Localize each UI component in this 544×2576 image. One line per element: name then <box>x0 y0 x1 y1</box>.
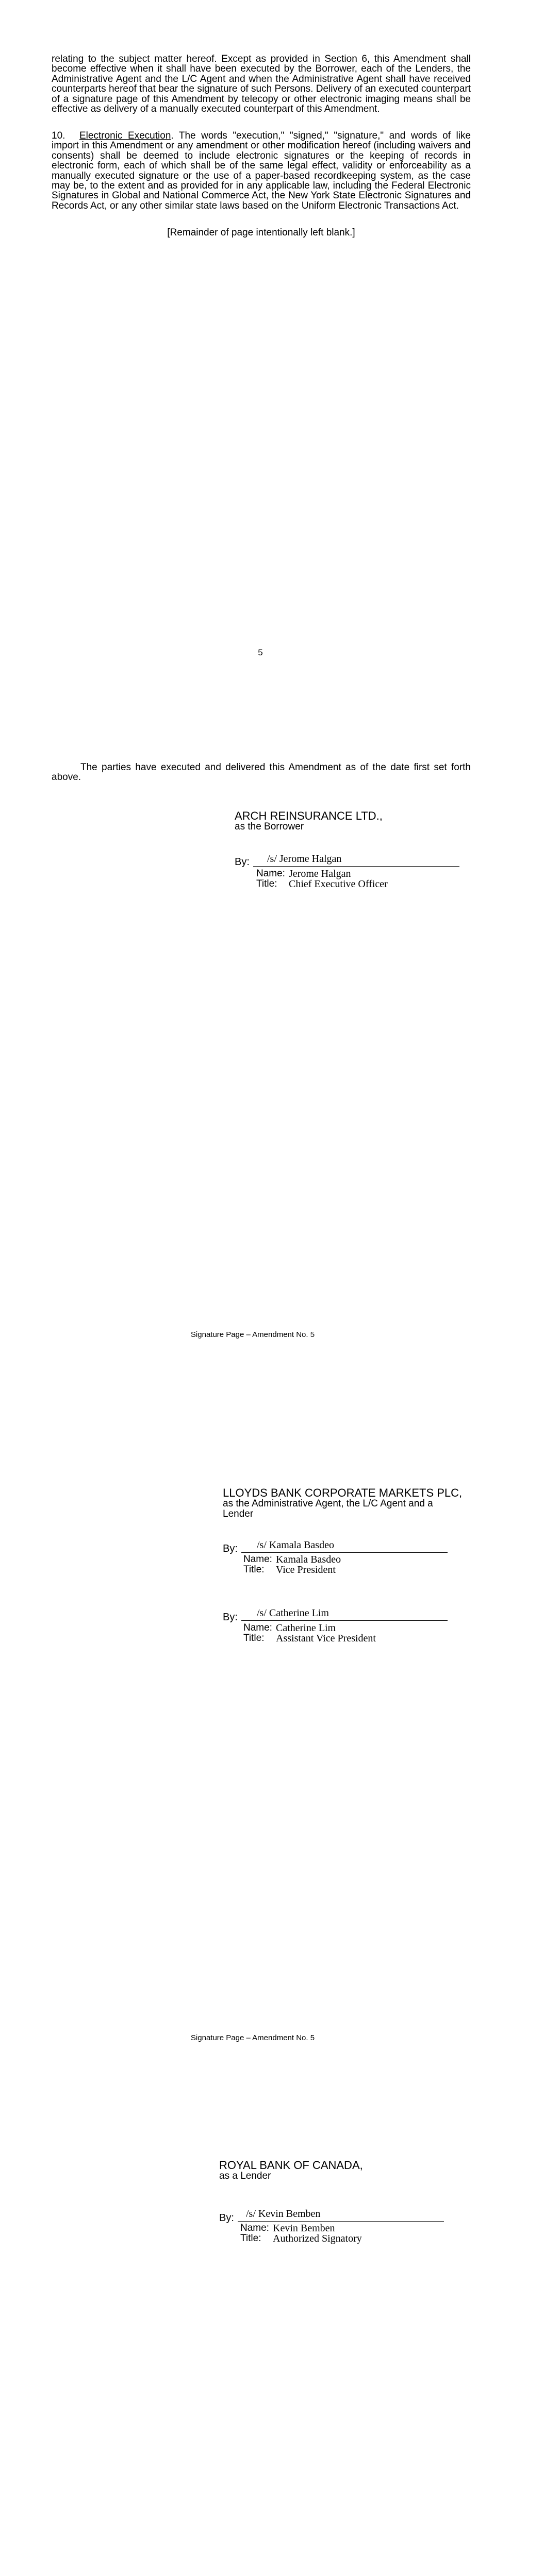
signer-details <box>240 2223 457 2244</box>
signature-page-footer: Signature Page – Amendment No. 5 <box>190 2033 315 2042</box>
name-label: Name: <box>256 868 285 879</box>
signer-name: Kevin Bemben <box>273 2223 335 2234</box>
by-label: By: <box>223 1612 238 1623</box>
signature-line <box>238 2208 444 2222</box>
entity-capacity-line1: as the Administrative Agent, the L/C Agent and a <box>223 1498 433 1509</box>
section-10-heading: Electronic Execution <box>79 130 171 141</box>
title-label: Title: <box>256 878 277 889</box>
name-label: Name: <box>240 2223 269 2233</box>
signer-details <box>243 1554 460 1575</box>
signature-page-footer: Signature Page – Amendment No. 5 <box>190 1330 315 1339</box>
by-label: By: <box>219 2212 234 2224</box>
entity-capacity: as the Borrower <box>235 821 304 832</box>
entity-capacity: as a Lender <box>219 2171 271 2181</box>
by-label: By: <box>235 856 250 868</box>
page-number: 5 <box>258 648 263 657</box>
continuation-paragraph <box>52 54 471 114</box>
signature-text: /s/ Jerome Halgan <box>267 853 342 865</box>
title-label: Title: <box>240 2233 261 2244</box>
section-10-body: . The words "execution," "signed," "signature," and words of like import in this Amendment or any amendment or other modification hereof (including waivers and consents) shall be deemed to include electronic signatures or the keeping of records in electronic form, each of which shall be of the same legal effect, validity or enforceability as a manually executed signature or the use of a paper-based recordkeeping system, as the case may be, to the extent and as provided for in any applicable law, including the Federal Electronic Signatures in Global and National Commerce Act, the New York State Electronic Signatures and Records Act, or any other similar state laws based on the Uniform Electronic Transactions Act. <box>52 130 471 211</box>
entity-name: ARCH REINSURANCE LTD., <box>235 809 383 822</box>
entity-name: LLOYDS BANK CORPORATE MARKETS PLC, <box>223 1486 463 1499</box>
signature-line <box>241 1607 448 1621</box>
signature-text: /s/ Catherine Lim <box>257 1607 329 1619</box>
signer-name: Kamala Basdeo <box>276 1554 341 1565</box>
signature-block-arch <box>235 810 492 832</box>
name-label: Name: <box>243 1622 272 1633</box>
signature-text: /s/ Kamala Basdeo <box>257 1539 334 1551</box>
signature-line <box>241 1539 448 1553</box>
signer-title: Vice President <box>276 1564 336 1575</box>
entity-capacity-line2: Lender <box>223 1509 254 1519</box>
signer-details <box>243 1623 460 1643</box>
section-10-paragraph <box>52 131 471 211</box>
section-10-number: 10. <box>52 130 65 141</box>
name-label: Name: <box>243 1554 272 1565</box>
signature-block-lloyds <box>223 1487 491 1519</box>
remainder-blank-note: [Remainder of page intentionally left blank.] <box>167 227 355 238</box>
signature-block-rbc <box>219 2160 487 2181</box>
signer-title: Chief Executive Officer <box>289 878 388 890</box>
entity-name: ROYAL BANK OF CANADA, <box>219 2159 363 2172</box>
execution-intro <box>52 762 471 783</box>
continuation-text: relating to the subject matter hereof. Except as provided in Section 6, this Amendment shall become effective when it shall have been executed by the Borrower, each of the Lenders, the Administrative Agent and the L/C Agent and when the Administrative Agent shall have received counterparts hereof that bear the signature of such Persons. Delivery of an executed counterpart of a signature page of this Amendment by telecopy or other electronic imaging means shall be effective as delivery of a manually executed counterpart of this Amendment. <box>52 54 471 115</box>
signer-details <box>256 869 473 889</box>
signature-text: /s/ Kevin Bemben <box>246 2208 321 2219</box>
title-label: Title: <box>243 1633 265 1643</box>
signer-title: Assistant Vice President <box>276 1633 376 1644</box>
by-label: By: <box>223 1543 238 1554</box>
execution-intro-text: The parties have executed and delivered this Amendment as of the date first set forth above. <box>52 762 471 783</box>
title-label: Title: <box>243 1564 265 1575</box>
signature-line <box>253 853 459 867</box>
signer-title: Authorized Signatory <box>273 2233 362 2244</box>
signer-name: Jerome Halgan <box>289 868 351 879</box>
signer-name: Catherine Lim <box>276 1622 336 1634</box>
